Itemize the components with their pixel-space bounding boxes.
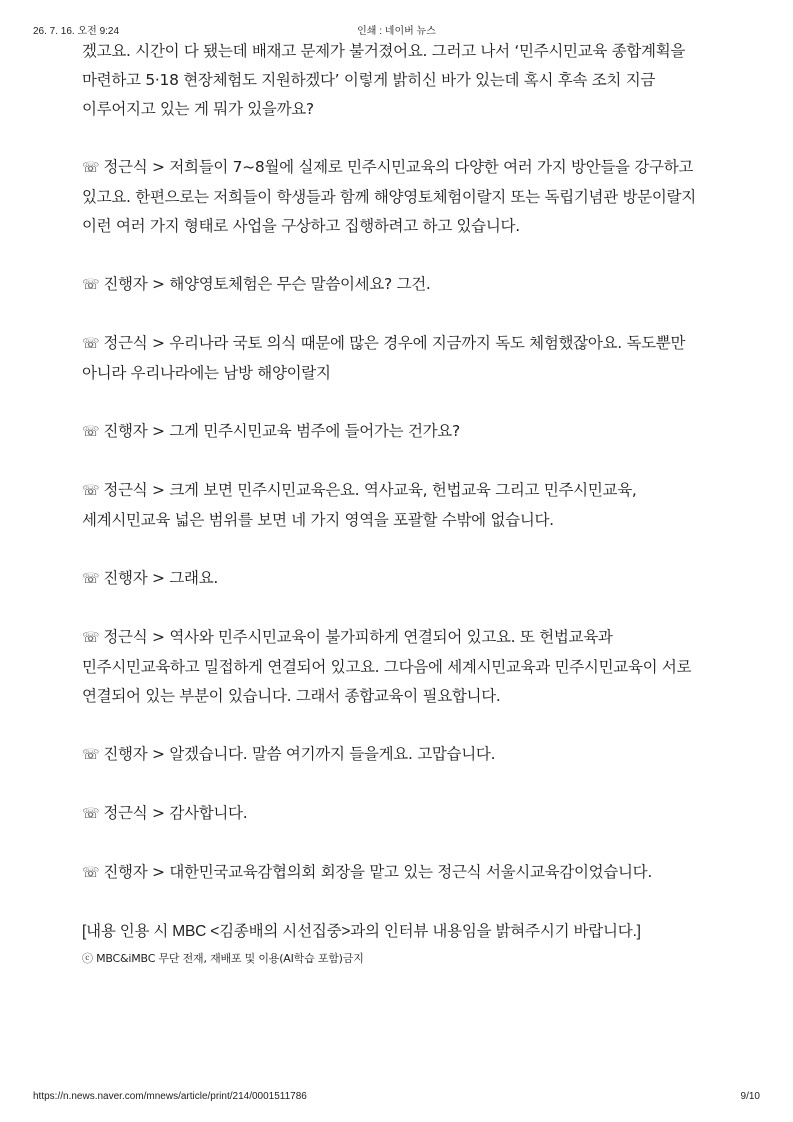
transcript (82, 37, 716, 888)
transcript-paragraph: ☏ 정근식 > 역사와 민주시민교육이 불가피하게 연결되어 있고요. 또 헌법교육과 민주시민교육하고 밀접하게 연결되어 있고요. 그다음에 세계시민교육과 민주시민교육이 서로 연결되어 있는 부분이 있습니다. 그래서 종합교육이 필요합니다. (82, 628, 692, 705)
print-datetime: 26. 7. 16. 오전 9:24 (33, 26, 120, 37)
telephone-icon: ☏ (82, 747, 104, 763)
telephone-icon: ☏ (82, 630, 104, 646)
speaker-name: 정근식 (103, 481, 148, 499)
speaker-name: 진행자 (103, 745, 148, 763)
paragraph-text: 해양영토체험은 무슨 말씀이세요? 그건. (169, 275, 431, 293)
telephone-icon: ☏ (82, 571, 104, 587)
speaker-name: 진행자 (103, 275, 148, 293)
citation-notice: [내용 인용 시 MBC <김종배의 시선집중>과의 인터뷰 내용임을 밝혀주시기 바랍니다.] (82, 923, 641, 940)
transcript-paragraph (82, 37, 716, 124)
transcript-paragraph: ☏ 정근식 > 크게 보면 민주시민교육은요. 역사교육, 헌법교육 그리고 민주시민교육, 세계시민교육 넓은 범위를 보면 네 가지 영역을 포괄할 수밖에 없습니다. (82, 481, 637, 529)
page-number: 9/10 (740, 1091, 760, 1102)
transcript-paragraph: ☏ 정근식 > 감사합니다. (82, 804, 248, 822)
transcript-paragraph: ☏ 정근식 > 저희들이 7~8월에 실제로 민주시민교육의 다양한 여러 가지 방안들을 강구하고 있고요. 한편으로는 저희들이 학생들과 함께 해양영토체험이랄지 또는 독립기념관 방문이랄지 이런 여러 가지 형태로 사업을 구상하고 집행하려고 하고 있습니다. (82, 158, 696, 235)
print-title: 인쇄 : 네이버 뉴스 (357, 26, 436, 37)
paragraph-text: 그게 민주시민교육 범주에 들어가는 건가요? (169, 422, 460, 440)
transcript-paragraph: ☏ 진행자 > 알겠습니다. 말씀 여기까지 들을게요. 고맙습니다. (82, 745, 496, 763)
telephone-icon: ☏ (82, 483, 104, 499)
speaker-name: 정근식 (103, 158, 148, 176)
paragraph-text: 감사합니다. (169, 804, 248, 822)
telephone-icon: ☏ (82, 424, 104, 440)
copyright-notice: ⓒ MBC&iMBC 무단 전재, 재배포 및 이용(AI학습 포함)금지 (82, 952, 364, 965)
speaker-name: 정근식 (103, 334, 148, 352)
paragraph-text: 알겠습니다. 말씀 여기까지 들을게요. 고맙습니다. (169, 745, 496, 763)
transcript-paragraph: ☏ 정근식 > 우리나라 국토 의식 때문에 많은 경우에 지금까지 독도 체험했잖아요. 독도뿐만 아니라 우리나라에는 남방 해양이랄지 (82, 334, 686, 382)
speaker-name: 진행자 (103, 422, 148, 440)
telephone-icon: ☏ (82, 865, 104, 881)
speaker-name: 정근식 (103, 804, 148, 822)
print-footer (0, 1091, 793, 1107)
paragraph-text: 우리나라 국토 의식 때문에 많은 경우에 지금까지 독도 체험했잖아요. 독도뿐만 아니라 우리나라에는 남방 해양이랄지 (82, 334, 686, 382)
telephone-icon: ☏ (82, 160, 104, 176)
transcript-paragraph: ☏ 진행자 > 그게 민주시민교육 범주에 들어가는 건가요? (82, 422, 460, 440)
paragraph-text: 크게 보면 민주시민교육은요. 역사교육, 헌법교육 그리고 민주시민교육, 세계시민교육 넓은 범위를 보면 네 가지 영역을 포괄할 수밖에 없습니다. (82, 481, 637, 529)
transcript-paragraph: ☏ 진행자 > 대한민국교육감협의회 회장을 맡고 있는 정근식 서울시교육감이었습니다. (82, 863, 652, 881)
article-body (82, 37, 716, 968)
print-header (0, 22, 793, 38)
transcript-paragraph: ☏ 진행자 > 해양영토체험은 무슨 말씀이세요? 그건. (82, 275, 431, 293)
article-url: https://n.news.naver.com/mnews/article/print/214/0001511786 (33, 1091, 307, 1102)
paragraph-text: 저희들이 7~8월에 실제로 민주시민교육의 다양한 여러 가지 방안들을 강구하고 있고요. 한편으로는 저희들이 학생들과 함께 해양영토체험이랄지 또는 독립기념관 방문이랄지 이런 여러 가지 형태로 사업을 구상하고 집행하려고 하고 있습니다. (82, 158, 696, 235)
telephone-icon: ☏ (82, 336, 104, 352)
speaker-name: 정근식 (103, 628, 148, 646)
paragraph-text: 대한민국교육감협의회 회장을 맡고 있는 정근식 서울시교육감이었습니다. (169, 863, 652, 881)
paragraph-text: 겠고요. 시간이 다 됐는데 배재고 문제가 불거졌어요. 그러고 나서 ‘민주시민교육 종합계획을 마련하고 5·18 현장체험도 지원하겠다’ 이렇게 밝히신 바가 있는데 혹시 후속 조치 지금 이루어지고 있는 게 뭐가 있을까요? (82, 42, 686, 118)
paragraph-text: 역사와 민주시민교육이 불가피하게 연결되어 있고요. 또 헌법교육과 민주시민교육하고 밀접하게 연결되어 있고요. 그다음에 세계시민교육과 민주시민교육이 서로 연결되어 있는 부분이 있습니다. 그래서 종합교육이 필요합니다. (82, 628, 692, 705)
speaker-name: 진행자 (103, 569, 148, 587)
speaker-name: 진행자 (103, 863, 148, 881)
telephone-icon: ☏ (82, 806, 104, 822)
paragraph-text: 그래요. (169, 569, 218, 587)
telephone-icon: ☏ (82, 277, 104, 293)
transcript-paragraph: ☏ 진행자 > 그래요. (82, 569, 218, 587)
